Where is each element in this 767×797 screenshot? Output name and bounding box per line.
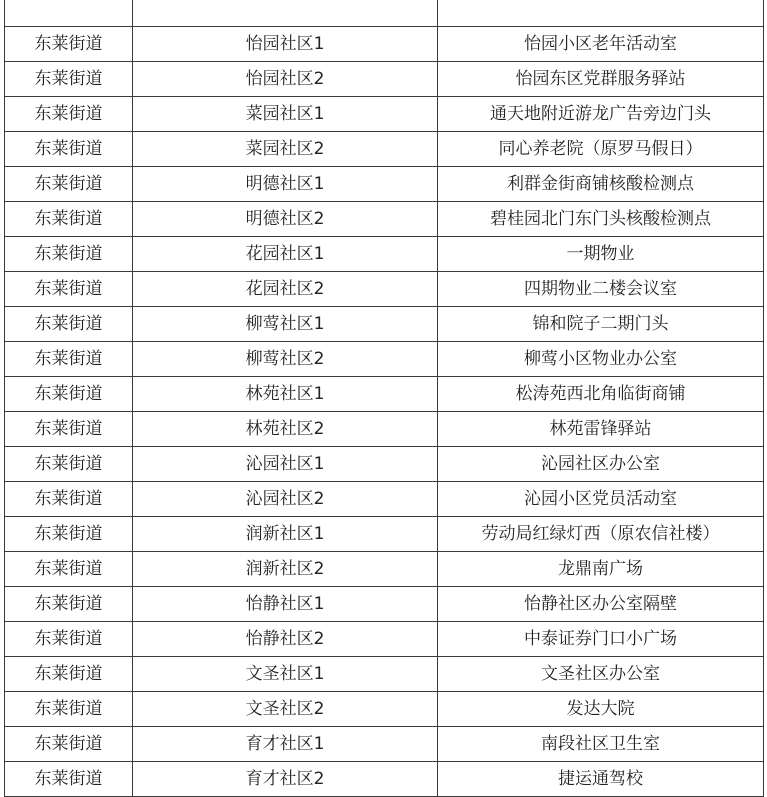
testing-sites-table (4, 0, 764, 797)
cell-location: 一期物业 (438, 237, 764, 272)
cell-community: 怡园社区2 (133, 62, 438, 97)
table-row (5, 272, 764, 307)
cell-street: 东莱街道 (5, 622, 133, 657)
table-row (5, 552, 764, 587)
cell-street: 东莱街道 (5, 272, 133, 307)
cell-community: 明德社区1 (133, 167, 438, 202)
cell-community: 润新社区1 (133, 517, 438, 552)
cell-street: 东莱街道 (5, 692, 133, 727)
cell-location: 林苑雷锋驿站 (438, 412, 764, 447)
cell-street: 东莱街道 (5, 27, 133, 62)
cell-location: 柳莺小区物业办公室 (438, 342, 764, 377)
cell-location: 龙鼎南广场 (438, 552, 764, 587)
table-row (5, 587, 764, 622)
table-row (5, 237, 764, 272)
table-row (5, 762, 764, 797)
cell-location: 劳动局红绿灯西（原农信社楼） (438, 517, 764, 552)
table-row (5, 727, 764, 762)
table-row (5, 412, 764, 447)
cell-street: 东莱街道 (5, 307, 133, 342)
cell-street: 东莱街道 (5, 412, 133, 447)
cell-community: 润新社区2 (133, 552, 438, 587)
table-row (5, 132, 764, 167)
cell-location: 南段社区卫生室 (438, 727, 764, 762)
table-row (5, 482, 764, 517)
cell-community: 文圣社区2 (133, 692, 438, 727)
cell-location: 怡静社区办公室隔壁 (438, 587, 764, 622)
cell-community: 育才社区2 (133, 762, 438, 797)
cell-location: 松涛苑西北角临街商铺 (438, 377, 764, 412)
cell-community: 明德社区2 (133, 202, 438, 237)
cell-location: 沁园小区党员活动室 (438, 482, 764, 517)
table-row (5, 62, 764, 97)
table-row (5, 307, 764, 342)
cell-street (5, 0, 133, 27)
cell-street: 东莱街道 (5, 762, 133, 797)
cell-community: 花园社区2 (133, 272, 438, 307)
cell-location: 怡园小区老年活动室 (438, 27, 764, 62)
table-row (5, 0, 764, 27)
cell-location: 捷运通驾校 (438, 762, 764, 797)
cell-community: 柳莺社区2 (133, 342, 438, 377)
table-body (5, 0, 764, 797)
cell-street: 东莱街道 (5, 447, 133, 482)
cell-street: 东莱街道 (5, 202, 133, 237)
table-row (5, 377, 764, 412)
cell-community: 沁园社区2 (133, 482, 438, 517)
table-row (5, 517, 764, 552)
cell-location: 锦和院子二期门头 (438, 307, 764, 342)
cell-community: 柳莺社区1 (133, 307, 438, 342)
cell-community: 怡园社区1 (133, 27, 438, 62)
cell-location: 利群金街商铺核酸检测点 (438, 167, 764, 202)
cell-location: 中泰证券门口小广场 (438, 622, 764, 657)
cell-street: 东莱街道 (5, 482, 133, 517)
table-row (5, 447, 764, 482)
table-row (5, 657, 764, 692)
table-row (5, 167, 764, 202)
cell-community: 怡静社区1 (133, 587, 438, 622)
table-row (5, 97, 764, 132)
cell-community: 怡静社区2 (133, 622, 438, 657)
cell-location: 通天地附近游龙广告旁边门头 (438, 97, 764, 132)
cell-street: 东莱街道 (5, 167, 133, 202)
table-row (5, 342, 764, 377)
cell-location: 同心养老院（原罗马假日） (438, 132, 764, 167)
table-row (5, 202, 764, 237)
cell-street: 东莱街道 (5, 237, 133, 272)
cell-location: 文圣社区办公室 (438, 657, 764, 692)
cell-community: 育才社区1 (133, 727, 438, 762)
cell-community (133, 0, 438, 27)
table-row (5, 692, 764, 727)
cell-street: 东莱街道 (5, 62, 133, 97)
cell-street: 东莱街道 (5, 657, 133, 692)
cell-community: 菜园社区2 (133, 132, 438, 167)
cell-community: 菜园社区1 (133, 97, 438, 132)
cell-location: 发达大院 (438, 692, 764, 727)
cell-street: 东莱街道 (5, 377, 133, 412)
cell-street: 东莱街道 (5, 587, 133, 622)
cell-location: 碧桂园北门东门头核酸检测点 (438, 202, 764, 237)
cell-community: 林苑社区1 (133, 377, 438, 412)
cell-street: 东莱街道 (5, 727, 133, 762)
cell-street: 东莱街道 (5, 552, 133, 587)
table-row (5, 27, 764, 62)
cell-location (438, 0, 764, 27)
table-row (5, 622, 764, 657)
cell-location: 沁园社区办公室 (438, 447, 764, 482)
cell-location: 四期物业二楼会议室 (438, 272, 764, 307)
cell-community: 文圣社区1 (133, 657, 438, 692)
cell-street: 东莱街道 (5, 517, 133, 552)
cell-community: 沁园社区1 (133, 447, 438, 482)
cell-street: 东莱街道 (5, 132, 133, 167)
cell-community: 花园社区1 (133, 237, 438, 272)
cell-street: 东莱街道 (5, 342, 133, 377)
cell-community: 林苑社区2 (133, 412, 438, 447)
cell-street: 东莱街道 (5, 97, 133, 132)
cell-location: 怡园东区党群服务驿站 (438, 62, 764, 97)
